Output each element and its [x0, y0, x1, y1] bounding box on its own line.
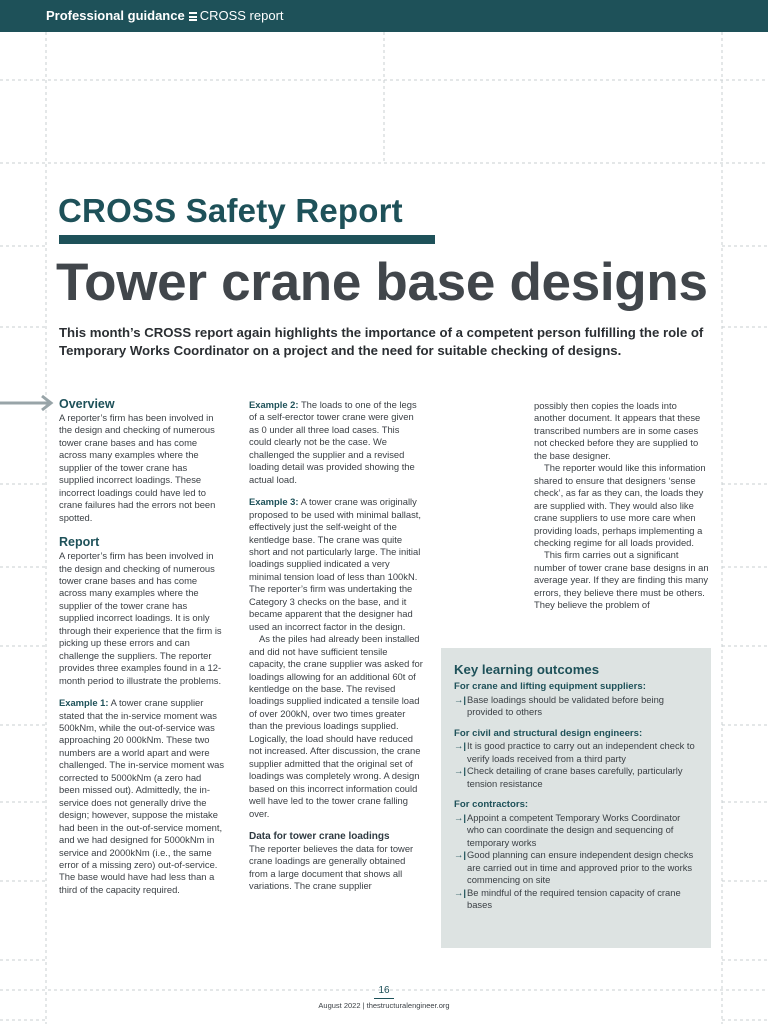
list-item: →| Good planning can ensure independent design checks are carried out in time and approved prior to the works commencing on site: [454, 849, 694, 885]
klo-group-heading: For crane and lifting equipment suppliers:: [454, 681, 646, 692]
example-3-label: Example 3:: [249, 496, 299, 508]
arrow-bullet-icon: →|: [454, 811, 466, 823]
article-column-1: [59, 396, 224, 896]
arrow-bullet-icon: →|: [454, 849, 466, 860]
menu-separator-icon: [189, 12, 197, 21]
example-2-label: Example 2:: [249, 399, 299, 410]
klo-title: Key learning outcomes: [454, 662, 600, 677]
overview-text: A reporter’s firm has been involved in the design and checking of numerous tower crane bases and has come across many examples where the supplier of the tower crane has supplied incorrect loadings. These incorrect loadings could have led to crane failures had the errors not been spotted.: [59, 412, 216, 523]
list-item: →| Appoint a competent Temporary Works Coordinator who can coordinate the design and sequencing of temporary works: [454, 811, 681, 848]
page-number-rule: [374, 998, 394, 999]
example-3-text: A tower crane was originally proposed to be used with minimal ballast, effectively just the self-weight of the kentledge base. The crane was quite short and not particularly large. The initial loadings supplied indicated a very minimal tension load of less than 100kN. The reporter’s firm was undertaking the Category 3 checks on the base, and it became apparent that the designer had used an incorrect factor in the design.: [249, 496, 421, 632]
kicker-underline: [59, 235, 435, 244]
list-item: →| Base loadings should be validated before being provided to others: [454, 693, 665, 717]
list-item: →| Be mindful of the required tension capacity of crane bases: [454, 886, 681, 910]
key-learning-outcomes-box: [441, 648, 711, 948]
page-number: 16: [378, 985, 390, 996]
report-text: A reporter’s firm has been involved in the design and checking of numerous tower crane bases and has come across many examples where the supplier of the tower crane has supplied incorrect loadings. It is only through their experience that the firm is picking up these errors and can challenge the suppliers. The reporter provides three examples found in a 12-month period to illustrate the problems.: [59, 550, 222, 686]
list-item: →| It is good practice to carry out an independent check to verify loads received from a third party: [454, 740, 695, 764]
report-heading: Report: [59, 535, 100, 550]
arrow-bullet-icon: →|: [454, 886, 466, 898]
arrow-bullet-icon: →|: [454, 693, 466, 705]
section-header-bar: [0, 0, 768, 32]
klo-group: [454, 728, 697, 791]
report-kicker: CROSS Safety Report: [58, 192, 403, 229]
example-3-continued: As the piles had already been installed and did not have sufficient tensile capacity, the crane supplier was asked for loadings allowing for an additional 60t of kentledge on the base. The revised loadings supplied indicated a tensile load of over 200kN, over two times greater than the previous loadings supplied. Logically, the load should have reduced not increased. After discussion, the crane supplier admitted that the original set of loadings was completely wrong. A design based on this incorrect information could well have led to the tower crane falling over.: [249, 633, 423, 819]
article-column-3: [534, 400, 709, 612]
example-1-label: Example 1:: [59, 697, 109, 709]
klo-group: [454, 799, 697, 912]
klo-group: [454, 681, 697, 719]
arrow-right-icon: [0, 393, 56, 413]
data-text: The reporter believes the data for tower crane loadings are generally obtained from a large document that shows all variations. The crane supplier: [249, 842, 414, 892]
overview-heading: Overview: [59, 397, 115, 411]
article-column-2: [249, 399, 424, 893]
standfirst: This month’s CROSS report again highlights the importance of a competent person fulfilling the role of Temporary Works Coordinator on a project and the need for suitable checking of designs.: [59, 325, 704, 358]
subsection-label: CROSS report: [199, 8, 284, 23]
column-3-paragraph-3: This firm carries out a significant number of tower crane base designs in an average year. If they are finding this many errors, they believe there must be others. They believe the problem of: [534, 549, 709, 611]
section-label: Professional guidance: [46, 8, 185, 23]
example-1-paragraph: [59, 697, 224, 896]
example-2-paragraph: [249, 399, 424, 486]
example-3-paragraph: [249, 496, 424, 633]
page-footer: August 2022 | thestructuralengineer.org: [318, 1001, 450, 1010]
data-subheading: Data for tower crane loadings: [249, 830, 390, 842]
page-title: Tower crane base designs: [56, 253, 708, 312]
klo-group-heading: For civil and structural design engineers:: [454, 727, 643, 739]
list-item: →| Check detailing of crane bases carefully, particularly tension resistance: [454, 765, 683, 789]
arrow-bullet-icon: →|: [454, 740, 466, 751]
example-1-text: A tower crane supplier stated that the in-service moment was 500kNm, while the out-of-service was approaching 20 000kNm. These two numbers are a world apart and were challenged. The in-service moment was corrected to 5000kNm (a zero had been missed out). Admittedly, the in-service does not generally drive the design; however, suppose the mistake had been in the out-of-service moment, and we had designed for 5000kNm in service and 2000kNm (i.e., the same error of a missing zero) out-of-service. The base would have had less than a third of the capacity required.: [59, 697, 225, 895]
column-3-paragraph-1: possibly then copies the loads into another document. It appears that these transcribed numbers are in some cases not checked before they are supplied to the base designer.: [534, 400, 701, 461]
klo-group-heading: For contractors:: [454, 799, 529, 810]
column-3-paragraph-2: The reporter would like this information shared to ensure that designers ‘sense check’, as far as they can, the loads they are supplied with. They would also like crane suppliers to use more care when providing loads, perhaps implementing a checking regime for all loads provided.: [534, 462, 706, 548]
example-2-text: The loads to one of the legs of a self-erector tower crane were given as 0 under all three load cases. This could clearly not be the case. We challenged the supplier and a revised loading detail was provided showing the actual load.: [249, 399, 417, 485]
arrow-bullet-icon: →|: [454, 765, 466, 776]
